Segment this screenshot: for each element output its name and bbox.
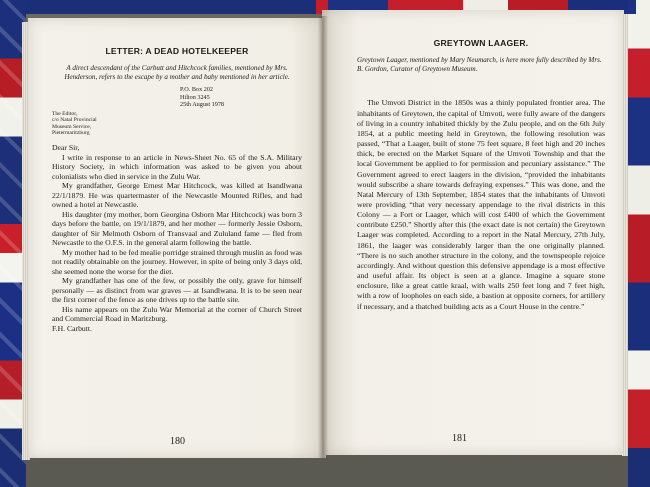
signature: F.H. Carbutt. [52,323,92,333]
paragraph: His daughter (my mother, born Georgina Osborn Mar Hitchcock) was born 3 days before the battle, on 19/1/1879, and her mother — formerly Jessie Osborn, daughter of Sir Melmoth Osborn of Transvaal and Zululand fame — fled from Newcastle to the O.F.S. in the general alarm following the battle. [52,209,302,248]
paragraph: The Umvoti District in the 1850s was a thinly populated frontier area. The inhabitants of Greytown, the capital of Umvoti, were fully aware of the dangers of living in a country inhabited thickly by the Zulu people, and on the 6th July 1854, at a public meeting held in Greytown, the following resolution was passed, “That a Laager, built of stone 75 feet square, 8 feet high and 20 inches thick, be erected on the Market Square of the Umvoti Township and that the local Government be applied to for permission and pecuniary assistance.” The Government agreed to erect laagers in the division, “provided the inhabitants would subscribe a share towards defraying expenses.” This was done, and the Natal Mercury of 13th September, 1854 states that the inhabitants of Umvoti were providing “that very necessary appendage to the rival districts in this Colony — a Fort or Laager, which will cost £400 of which the Government contribute £250.” Shortly after this (the exact date is not certain) the Greytown Laager was completed. According to a report in the Natal Mercury, 27th July, 1861, the laager was considerably larger than the one originally planned. “There is no such another structure in the colony, and the townspeople rejoice accordingly. And without question this defensive appendage is a most effective and useful affair. Its object is seen at a glance. Imagine a square stone enclosure, like a great cattle kraal, with walls 250 feet long and 7 feet high, with a row of loopholes on each side, a bastion at opposite corners, for artillery if necessary, and a thatched building acts as a Court House in the centre.” [357,98,605,311]
left-page-heading: LETTER: A DEAD HOTELKEEPER [105,46,249,56]
recipient-line: Museum Service, [52,123,92,130]
article-body [357,98,605,311]
left-page-intro: A direct descendant of the Carbutt and Hitchcock families, mentioned by Mrs. Henderson, refers to the escape by a mother and baby mentioned in her article. [64,64,290,82]
right-page-intro: Greytown Laager, mentioned by Mary Neumarch, is here more fully described by Mrs. B. Gordon, Curator of Greytown Museum. [357,56,602,74]
paragraph: I write in response to an article in News-Sheet No. 65 of the S.A. Military History Society, in which information was asked to be given you about colonialists who died in service in the Zulu War. [52,152,302,181]
book-gutter [318,16,328,458]
dust-jacket-right-edge [628,0,650,487]
recipient-line: c/o Natal Provincial [52,117,97,124]
dust-jacket-top-right [328,0,628,10]
left-page-content [52,46,302,333]
paragraph: My grandfather, George Ernest Mar Hitchcock, was killed at Isandlwana 22/1/1879. He was quartermaster of the Newcastle Mounted Rifles, and had owned a hotel at Newcastle. [52,181,302,210]
table-surface [0,455,650,487]
right-page-content [357,38,605,312]
paragraph: My mother had to be fed mealie porridge strained through muslin as food was not readily obtainable on the journey. However, in spite of being only 3 days old, she seemed none the worse for the diet. [52,247,302,276]
address-line: 25th August 1978 [180,101,225,109]
address-line: Hilton 3245 [180,93,210,101]
letter-body [52,143,302,333]
sender-address [180,86,302,108]
right-page-heading: GREYTOWN LAAGER. [433,38,529,48]
salutation: Dear Sir, [52,143,80,152]
paragraph: My grandfather has one of the few, or possibly the only, grave for himself personally — as distinct from war graves — at Isandlwana. It is to be seen near the first corner of the fence as one drives up to the battle site. [52,276,302,305]
page-number-left: 180 [170,436,185,447]
page-stack-right [622,14,628,456]
recipient-line: The Editor, [52,110,78,117]
page-number-right: 181 [452,433,467,444]
address-line: P.O. Box 202 [180,86,214,94]
recipient-line: Pietermaritzburg [52,130,90,137]
recipient-address [52,111,302,137]
paragraph: His name appears on the Zulu War Memorial at the corner of Church Street and Commercial Road in Maritzburg. [52,304,302,324]
